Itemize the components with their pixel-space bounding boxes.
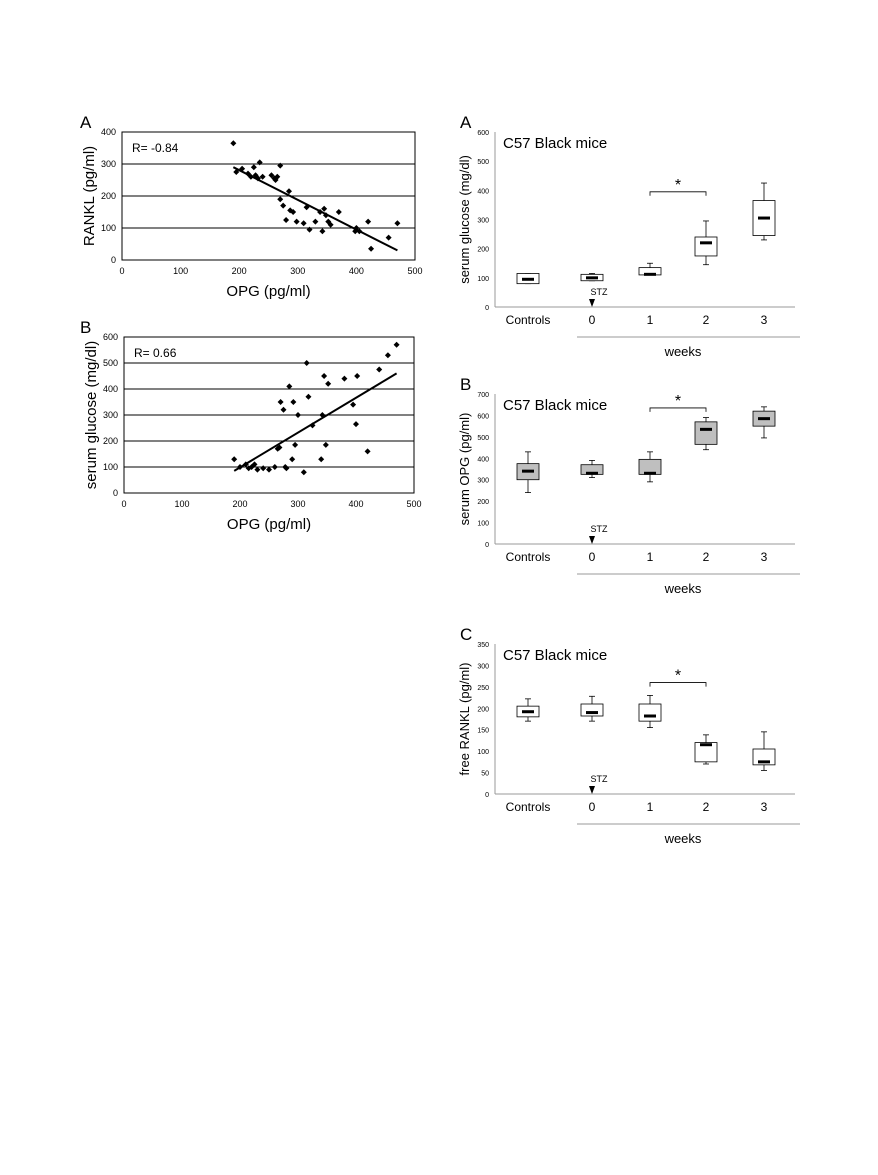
y-tick-label: 300 [477,477,489,485]
x-tick-label: 300 [290,266,306,276]
panel-letter: A [460,113,472,132]
stz-arrow-icon [589,786,595,794]
x-tick-label: 200 [232,499,248,509]
x-tick-label: 500 [407,266,423,276]
x-tick-label: Controls [505,800,551,814]
y-tick-label: 600 [102,332,118,342]
x-tick-label: 3 [760,800,768,814]
data-point [394,220,400,226]
data-point [272,464,278,470]
y-axis-label: serum OPG (pg/ml) [457,412,472,526]
box-chart-serum-opg [455,372,850,612]
box-1 [639,704,661,721]
r-value-annotation: R= -0.84 [132,141,179,155]
y-tick-label: 200 [477,706,489,714]
y-tick-label: 500 [477,159,489,167]
data-point [323,442,329,448]
x-tick-label: 1 [646,313,654,327]
box-0 [581,704,603,716]
data-point [289,456,295,462]
y-tick-label: 400 [477,456,489,464]
y-tick-label: 300 [100,159,116,169]
box-2 [695,237,717,256]
x-axis-label: weeks [664,581,702,596]
stz-arrow-icon [589,536,595,544]
significance-star: * [674,667,682,685]
x-tick-label: 100 [174,499,190,509]
x-tick-label: 100 [173,266,189,276]
y-tick-label: 600 [477,130,489,137]
y-tick-label: 500 [102,358,118,368]
box-2 [695,422,717,445]
data-point [290,399,296,405]
y-tick-label: 0 [110,255,116,265]
data-point [281,407,287,413]
scatter-chart-opg-glucose [72,315,432,545]
data-point [365,219,371,225]
x-tick-label: 2 [702,800,710,814]
panel-letter: A [80,113,92,132]
y-axis-label: serum glucose (mg/dl) [457,155,472,284]
y-tick-label: 100 [477,275,489,283]
x-tick-label: 0 [588,800,596,814]
box-chart-free-rankl [455,622,850,862]
data-point [294,219,300,225]
y-axis-label: RANKL (pg/ml) [81,145,98,247]
y-tick-label: 200 [477,246,489,254]
y-tick-label: 300 [477,217,489,225]
panel-letter: C [460,625,473,644]
y-tick-label: 400 [100,127,116,137]
regression-line [234,373,396,471]
y-tick-label: 350 [477,642,489,649]
x-tick-label: 0 [588,313,596,327]
data-point [277,196,283,202]
y-tick-label: 300 [102,410,118,420]
y-tick-label: 150 [477,727,489,735]
stz-label: STZ [590,774,608,784]
y-tick-label: 300 [477,663,489,671]
y-tick-label: 500 [477,434,489,442]
data-point [368,246,374,252]
data-point [336,209,342,215]
y-tick-label: 100 [102,462,118,472]
y-tick-label: 400 [102,384,118,394]
data-point [376,367,382,373]
data-point [325,381,331,387]
data-point [304,360,310,366]
y-tick-label: 100 [477,749,489,757]
y-axis-label: serum glucose (mg/dl) [83,340,100,490]
x-tick-label: Controls [505,313,551,327]
data-point [321,373,327,379]
panel-letter: B [80,318,92,337]
y-tick-label: 0 [112,488,118,498]
significance-star: * [674,392,682,410]
data-point [301,469,307,475]
box-chart-serum-glucose [455,110,850,375]
x-tick-label: 1 [646,550,654,564]
data-point [292,442,298,448]
x-tick-label: 0 [588,550,596,564]
data-point [231,456,237,462]
chart-title: C57 Black mice [503,647,608,664]
data-point [319,228,325,234]
data-point [283,217,289,223]
x-tick-label: 300 [290,499,306,509]
x-tick-label: 2 [702,313,710,327]
data-point [341,376,347,382]
panel-letter: B [460,375,472,394]
data-point [365,448,371,454]
y-tick-label: 200 [102,436,118,446]
chart-title: C57 Black mice [503,135,608,152]
data-point [386,235,392,241]
data-point [260,174,266,180]
data-point [260,465,266,471]
data-point [318,456,324,462]
x-tick-label: 3 [760,313,768,327]
y-tick-label: 100 [477,520,489,528]
x-axis-label: OPG (pg/ml) [226,283,311,300]
y-tick-label: 0 [485,305,489,312]
scatter-chart-opg-rankl [72,110,432,305]
chart-title: C57 Black mice [503,397,608,414]
x-tick-label: 0 [121,499,127,509]
data-point [305,394,311,400]
data-point [354,373,360,379]
data-point [230,140,236,146]
data-point [280,203,286,209]
x-axis-label: weeks [664,344,702,359]
data-point [394,342,400,348]
y-tick-label: 250 [477,684,489,692]
stz-label: STZ [590,524,608,534]
x-tick-label: 400 [348,266,364,276]
data-point [278,399,284,405]
y-tick-label: 0 [485,792,489,799]
data-point [385,352,391,358]
y-tick-label: 0 [485,542,489,549]
y-tick-label: 200 [100,191,116,201]
x-tick-label: Controls [505,550,551,564]
y-tick-label: 400 [477,188,489,196]
y-tick-label: 100 [100,223,116,233]
data-point [353,421,359,427]
data-point [350,402,356,408]
regression-line [233,167,397,250]
data-point [321,206,327,212]
data-point [251,164,257,170]
r-value-annotation: R= 0.66 [134,346,177,360]
x-tick-label: 200 [231,266,247,276]
significance-star: * [674,176,682,194]
stz-arrow-icon [589,299,595,307]
x-axis-label: OPG (pg/ml) [226,516,312,533]
stz-label: STZ [590,287,608,297]
x-tick-label: 0 [119,266,125,276]
x-tick-label: 3 [760,550,768,564]
x-tick-label: 400 [348,499,364,509]
y-tick-label: 50 [481,770,489,778]
data-point [295,412,301,418]
x-tick-label: 2 [702,550,710,564]
y-tick-label: 200 [477,499,489,507]
y-axis-label: free RANKL (pg/ml) [457,662,472,776]
x-axis-label: weeks [664,831,702,846]
x-tick-label: 1 [646,800,654,814]
y-tick-label: 600 [477,413,489,421]
data-point [312,219,318,225]
data-point [301,220,307,226]
y-tick-label: 700 [477,392,489,399]
x-tick-label: 500 [406,499,422,509]
